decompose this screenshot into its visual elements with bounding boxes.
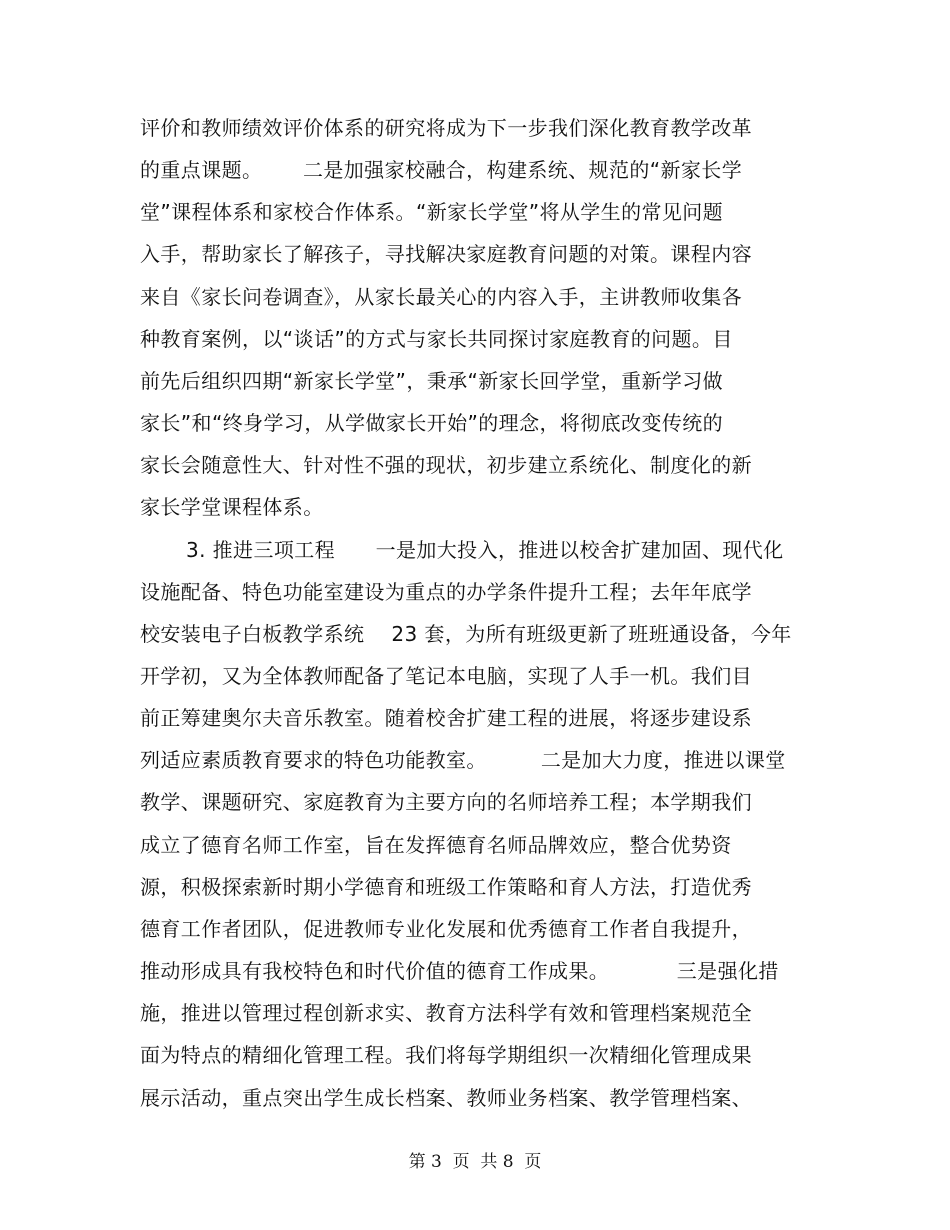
body-text-line: 堂”课程体系和家校合作体系。“新家长学堂”将从学生的常见问题 <box>140 200 724 224</box>
body-text-line: 评价和教师绩效评价体系的研究将成为下一步我们深化教育教学改革 <box>140 116 752 140</box>
body-text-line: 面为特点的精细化管理工程。我们将每学期组织一次精细化管理成果 <box>140 1043 752 1067</box>
body-text-line: 家长”和“终身学习，从学做家长开始”的理念，将彻底改变传统的 <box>140 411 724 435</box>
body-text-line: 入手，帮助家长了解孩子，寻找解决家庭教育问题的对策。课程内容 <box>140 242 752 266</box>
body-text-line: 列适应素质教育要求的特色功能教室。 二是加大力度，推进以课堂 <box>140 748 786 772</box>
body-text-line: 德育工作者团队，促进教师专业化发展和优秀德育工作者自我提升， <box>140 917 752 941</box>
body-text-line: 前先后组织四期“新家长学堂”，秉承“新家长回学堂，重新学习做 <box>140 369 724 393</box>
body-text-line: 前正筹建奥尔夫音乐教室。随着校舍扩建工程的进展，将逐步建设系 <box>140 706 752 730</box>
body-text-line: 设施配备、特色功能室建设为重点的办学条件提升工程；去年年底学 <box>140 580 752 604</box>
body-text-line: 施，推进以管理过程创新求实、教育方法科学有效和管理档案规范全 <box>140 1001 752 1025</box>
body-text-line: 推动形成具有我校特色和时代价值的德育工作成果。 三是强化措 <box>140 959 779 983</box>
body-text-line: 家长学堂课程体系。 <box>140 495 324 519</box>
body-text-line: 的重点课题。 二是加强家校融合，构建系统、规范的“新家长学 <box>140 158 743 182</box>
section-heading-line: 3. 推进三项工程 一是加大投入，推进以校舍扩建加固、现代化 <box>186 538 784 562</box>
body-text-line: 教学、课题研究、家庭教育为主要方向的名师培养工程；本学期我们 <box>140 790 752 814</box>
body-text-line: 来自《家长问卷调查》，从家长最关心的内容入手，主讲教师收集各 <box>140 285 742 309</box>
body-text-line: 开学初，又为全体教师配备了笔记本电脑，实现了人手一机。我们目 <box>140 664 752 688</box>
body-text-line: 种教育案例，以“谈话”的方式与家长共同探讨家庭教育的问题。目 <box>140 327 733 351</box>
body-text-line: 校安装电子白板教学系统 23 套，为所有班级更新了班班通设备，今年 <box>140 622 792 646</box>
body-text-line: 源，积极探索新时期小学德育和班级工作策略和育人方法，打造优秀 <box>140 875 752 899</box>
page-number-footer: 第 3 页 共 8 页 <box>408 1152 542 1172</box>
body-text-line: 成立了德育名师工作室，旨在发挥德育名师品牌效应，整合优势资 <box>140 833 732 857</box>
body-text-line: 展示活动，重点突出学生成长档案、教师业务档案、教学管理档案、 <box>140 1086 752 1110</box>
body-text-line: 家长会随意性大、针对性不强的现状，初步建立系统化、制度化的新 <box>140 453 752 477</box>
